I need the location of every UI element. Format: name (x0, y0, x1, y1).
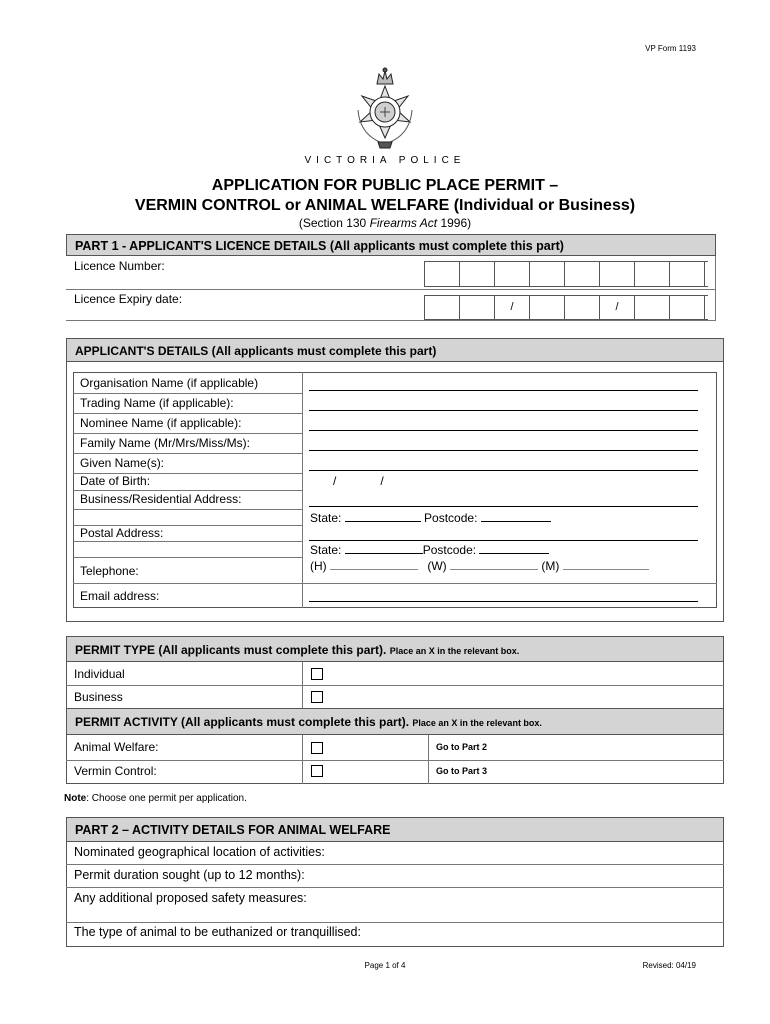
goto-part2-text: Go to Part 2 (436, 742, 488, 752)
revision-date: Revised: 04/19 (642, 961, 696, 970)
vermin-control-checkbox[interactable] (311, 765, 323, 777)
given-names-field[interactable] (309, 470, 698, 471)
nominee-name-label: Nominee Name (if applicable): (80, 416, 242, 430)
given-names-label: Given Name(s): (80, 456, 165, 470)
part1-heading: PART 1 - APPLICANT'S LICENCE DETAILS (All applicants must complete this part) (66, 234, 716, 256)
individual-checkbox[interactable] (311, 668, 323, 680)
permit-activity-heading: PERMIT ACTIVITY (All applicants must complete this part). Place an X in the relevant box. (66, 708, 724, 735)
family-name-label: Family Name (Mr/Mrs/Miss/Ms): (80, 436, 250, 450)
date-of-birth-label: Date of Birth: (80, 474, 151, 488)
animal-welfare-label: Animal Welfare: (74, 740, 159, 754)
form-title-line2: VERMIN CONTROL or ANIMAL WELFARE (Individual or Business) (134, 197, 636, 214)
applicant-heading: APPLICANT'S DETAILS (All applicants must complete this part) (66, 338, 724, 362)
nominee-name-field[interactable] (309, 430, 698, 431)
permit-type-individual-label: Individual (74, 667, 125, 681)
vermin-control-label: Vermin Control: (74, 764, 157, 778)
organisation-name-field[interactable] (309, 390, 698, 391)
licence-number-field[interactable] (424, 261, 708, 287)
family-name-field[interactable] (309, 450, 698, 451)
address-state-postcode[interactable]: State: Postcode: (310, 510, 551, 525)
form-subtitle: (Section 130 Firearms Act 1996) (298, 216, 472, 230)
animal-type-label: The type of animal to be euthanized or tranquillised: (74, 925, 361, 939)
business-checkbox[interactable] (311, 691, 323, 703)
animal-welfare-checkbox[interactable] (311, 742, 323, 754)
form-title-line1: APPLICATION FOR PUBLIC PLACE PERMIT – (211, 177, 559, 194)
telephone-fields[interactable]: (H) (W) (M) (310, 558, 649, 573)
telephone-label: Telephone: (80, 564, 139, 578)
email-address-label: Email address: (80, 589, 160, 603)
trading-name-field[interactable] (309, 410, 698, 411)
trading-name-label: Trading Name (if applicable): (80, 396, 234, 410)
form-number: VP Form 1193 (645, 44, 696, 53)
victoria-police-crest-logo (350, 66, 420, 150)
page-number: Page 1 of 4 (364, 961, 406, 970)
permit-type-business-label: Business (74, 690, 123, 704)
licence-expiry-label: Licence Expiry date: (74, 292, 183, 306)
date-of-birth-field[interactable]: / / (333, 474, 384, 488)
postal-address-label: Postal Address: (80, 526, 164, 540)
organisation-name: VICTORIA POLICE (304, 155, 466, 166)
postal-state-postcode[interactable]: State: Postcode: (310, 542, 549, 557)
organisation-name-label: Organisation Name (if applicable) (80, 376, 259, 390)
address-field[interactable] (309, 506, 698, 507)
note-text: Note: Choose one permit per application. (64, 793, 247, 804)
permit-duration-label: Permit duration sought (up to 12 months): (74, 868, 305, 882)
location-of-activities-label: Nominated geographical location of activities: (74, 845, 325, 859)
part2-heading: PART 2 – ACTIVITY DETAILS FOR ANIMAL WELFARE (66, 817, 724, 842)
licence-expiry-field[interactable]: / / (424, 295, 708, 320)
postal-address-field[interactable] (309, 540, 698, 541)
email-address-field[interactable] (309, 601, 698, 602)
licence-number-label: Licence Number: (74, 259, 165, 273)
address-label: Business/Residential Address: (80, 492, 242, 506)
safety-measures-label: Any additional proposed safety measures: (74, 891, 307, 905)
goto-part3-text: Go to Part 3 (436, 766, 488, 776)
permit-type-heading: PERMIT TYPE (All applicants must complete this part). Place an X in the relevant box. (66, 636, 724, 662)
